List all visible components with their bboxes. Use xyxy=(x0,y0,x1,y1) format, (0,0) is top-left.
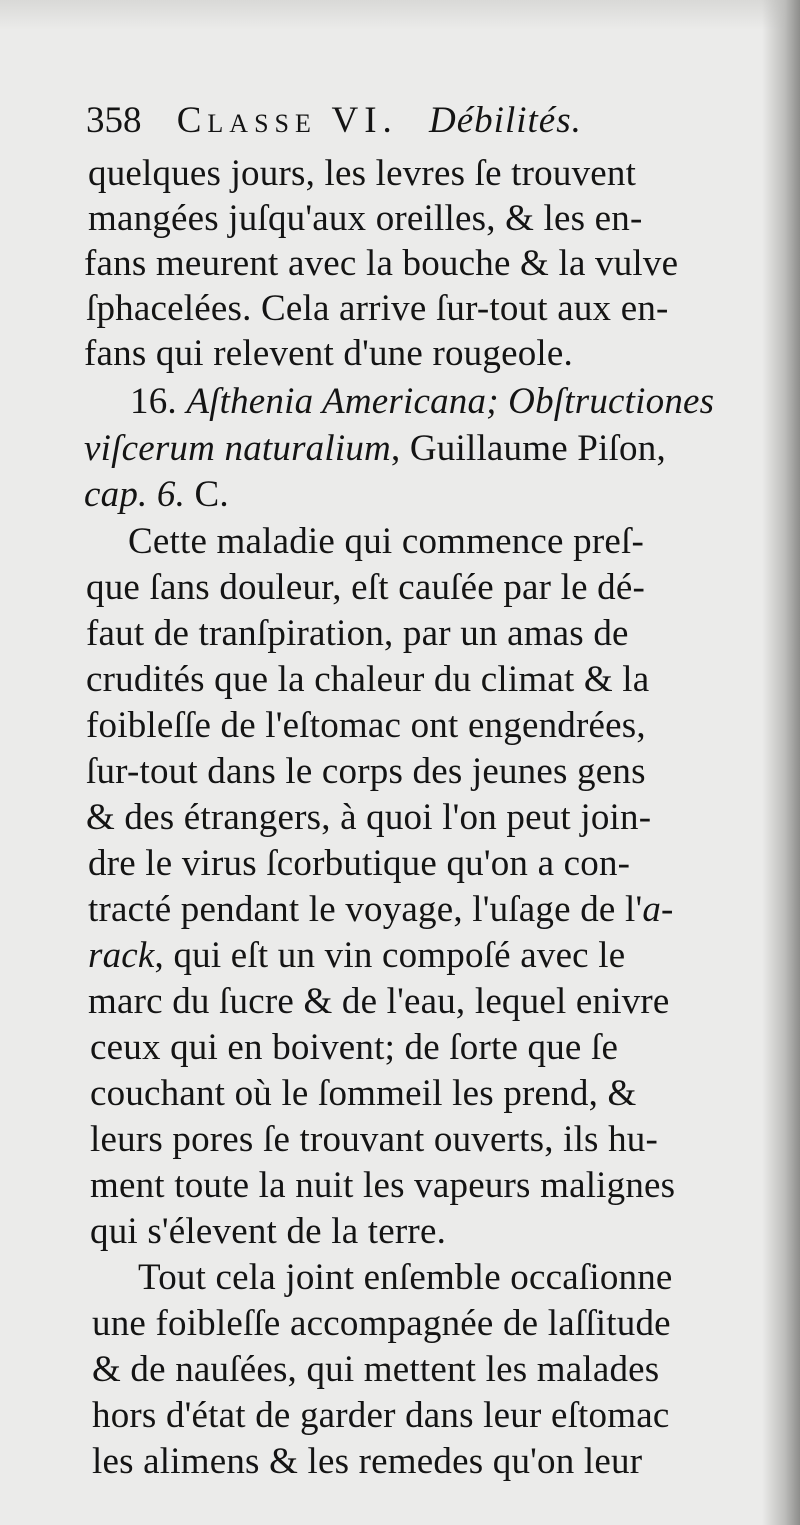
text-line: couchant où le ſommeil les prend, & xyxy=(90,1073,637,1114)
text-line: hors d'état de garder dans leur eſtomac xyxy=(92,1395,670,1436)
entry-heading-line: 16. Aſthenia Americana; Obſtructiones xyxy=(130,381,715,422)
entry-heading-line: viſcerum naturalium, Guillaume Piſon, xyxy=(84,428,666,469)
text-line: qui s'élevent de la terre. xyxy=(90,1211,447,1252)
text-line: que ſans douleur, eſt cauſée par le dé- xyxy=(86,567,646,608)
text-line: faut de tranſpiration, par un amas de xyxy=(86,613,629,654)
text-line: ment toute la nuit les vapeurs malignes xyxy=(90,1165,676,1206)
text-line: tracté pendant le voyage, l'uſage de l'a- xyxy=(88,889,674,930)
text-line: & de nauſées, qui mettent les malades xyxy=(92,1349,660,1390)
text-line: ſphacelées. Cela arrive ſur-tout aux en- xyxy=(86,288,669,329)
text-line: ceux qui en boivent; de ſorte que ſe xyxy=(90,1027,619,1068)
text-line: ſur-tout dans le corps des jeunes gens xyxy=(86,751,646,792)
entry-heading-line: cap. 6. C. xyxy=(84,474,229,515)
text-line: crudités que la chaleur du climat & la xyxy=(86,659,650,700)
page-top-shading xyxy=(0,0,800,30)
text-line: & des étrangers, à quoi l'on peut join- xyxy=(86,797,652,838)
text-line: foibleſſe de l'eſtomac ont engendrées, xyxy=(86,705,646,746)
text-line: les alimens & les remedes qu'on leur xyxy=(92,1441,643,1482)
page-number: 358 xyxy=(86,100,142,141)
text-line: fans qui relevent d'une rougeole. xyxy=(84,333,573,374)
text-line: marc du ſucre & de l'eau, lequel enivre xyxy=(88,981,670,1022)
text-line: Tout cela joint enſemble occaſionne xyxy=(138,1257,673,1298)
text-line: mangées juſqu'aux oreilles, & les en- xyxy=(88,198,643,239)
running-title: Débilités. xyxy=(429,100,582,141)
running-header xyxy=(86,98,766,144)
text-line: Cette maladie qui commence preſ- xyxy=(128,521,644,562)
text-line: rack, qui eſt un vin compoſé avec le xyxy=(88,935,626,976)
text-line: une foibleſſe accompagnée de laſſitude xyxy=(92,1303,671,1344)
text-line: leurs pores ſe trouvant ouverts, ils hu- xyxy=(90,1119,659,1160)
gutter-shadow xyxy=(762,0,800,1525)
text-line: dre le virus ſcorbutique qu'on a con- xyxy=(88,843,631,884)
class-heading: Classe VI. xyxy=(176,100,398,141)
text-line: fans meurent avec la bouche & la vulve xyxy=(84,243,679,284)
text-line: quelques jours, les levres ſe trouvent xyxy=(88,153,637,194)
